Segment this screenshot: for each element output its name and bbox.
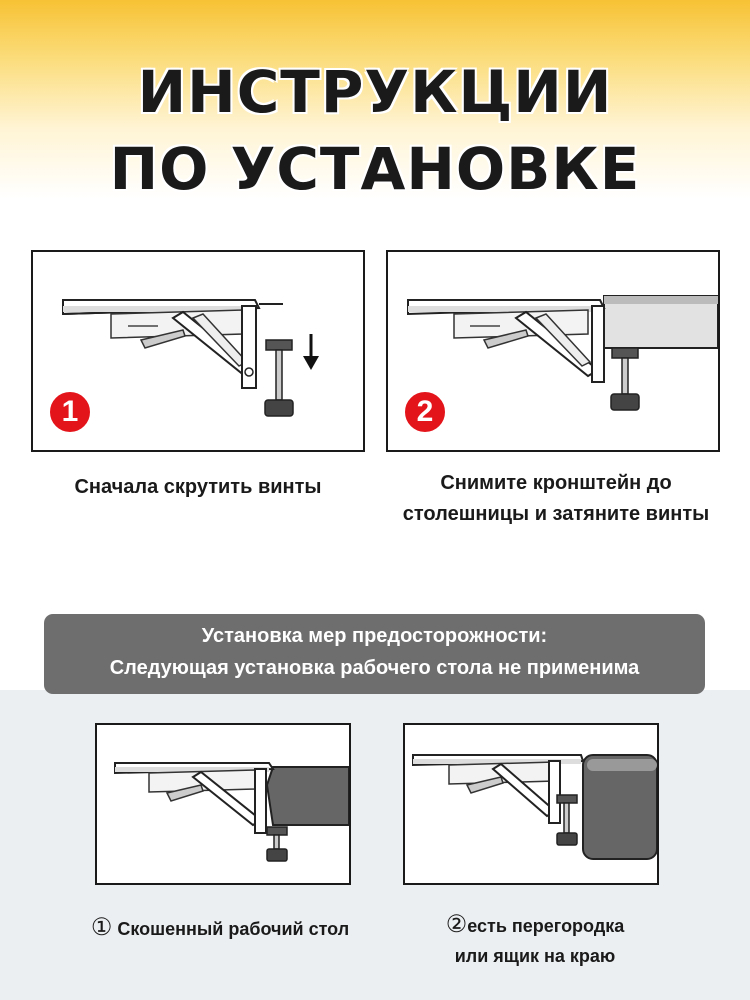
case-1-illustration xyxy=(95,723,351,885)
page-title-line1: ИНСТРУКЦИИ xyxy=(137,58,613,126)
step-1-illustration xyxy=(31,250,365,452)
case-2-caption-line1-wrap xyxy=(400,910,670,941)
step-1-caption xyxy=(31,472,365,503)
warning-banner xyxy=(44,614,705,694)
step-1-number: 1 xyxy=(61,395,79,428)
case-1-caption xyxy=(70,912,370,945)
warning-line2: Следующая установка рабочего стола не применима xyxy=(109,657,640,679)
page-title-line2: ПО УСТАНОВКЕ xyxy=(109,135,641,203)
case-2-caption-line2: или ящик на краю xyxy=(454,946,616,966)
step-2-caption-line1: Снимите кронштейн до xyxy=(440,472,672,494)
case-2-illustration xyxy=(403,723,659,885)
case-1-marker: ① xyxy=(90,914,113,941)
case-2-marker: ② xyxy=(445,911,468,938)
step-1-caption-line1: Сначала скрутить винты xyxy=(74,476,322,498)
step-2-caption-line2: столешницы и затяните винты xyxy=(402,503,710,525)
step-2-caption xyxy=(376,468,736,530)
step-2-number: 2 xyxy=(416,395,434,428)
step-2-illustration xyxy=(386,250,720,452)
warning-line1: Установка мер предосторожности: xyxy=(201,625,548,647)
case-2-caption-line1: есть перегородка xyxy=(467,916,625,936)
case-1-caption-text: Скошенный рабочий стол xyxy=(117,919,350,939)
case-2-caption xyxy=(400,910,670,971)
